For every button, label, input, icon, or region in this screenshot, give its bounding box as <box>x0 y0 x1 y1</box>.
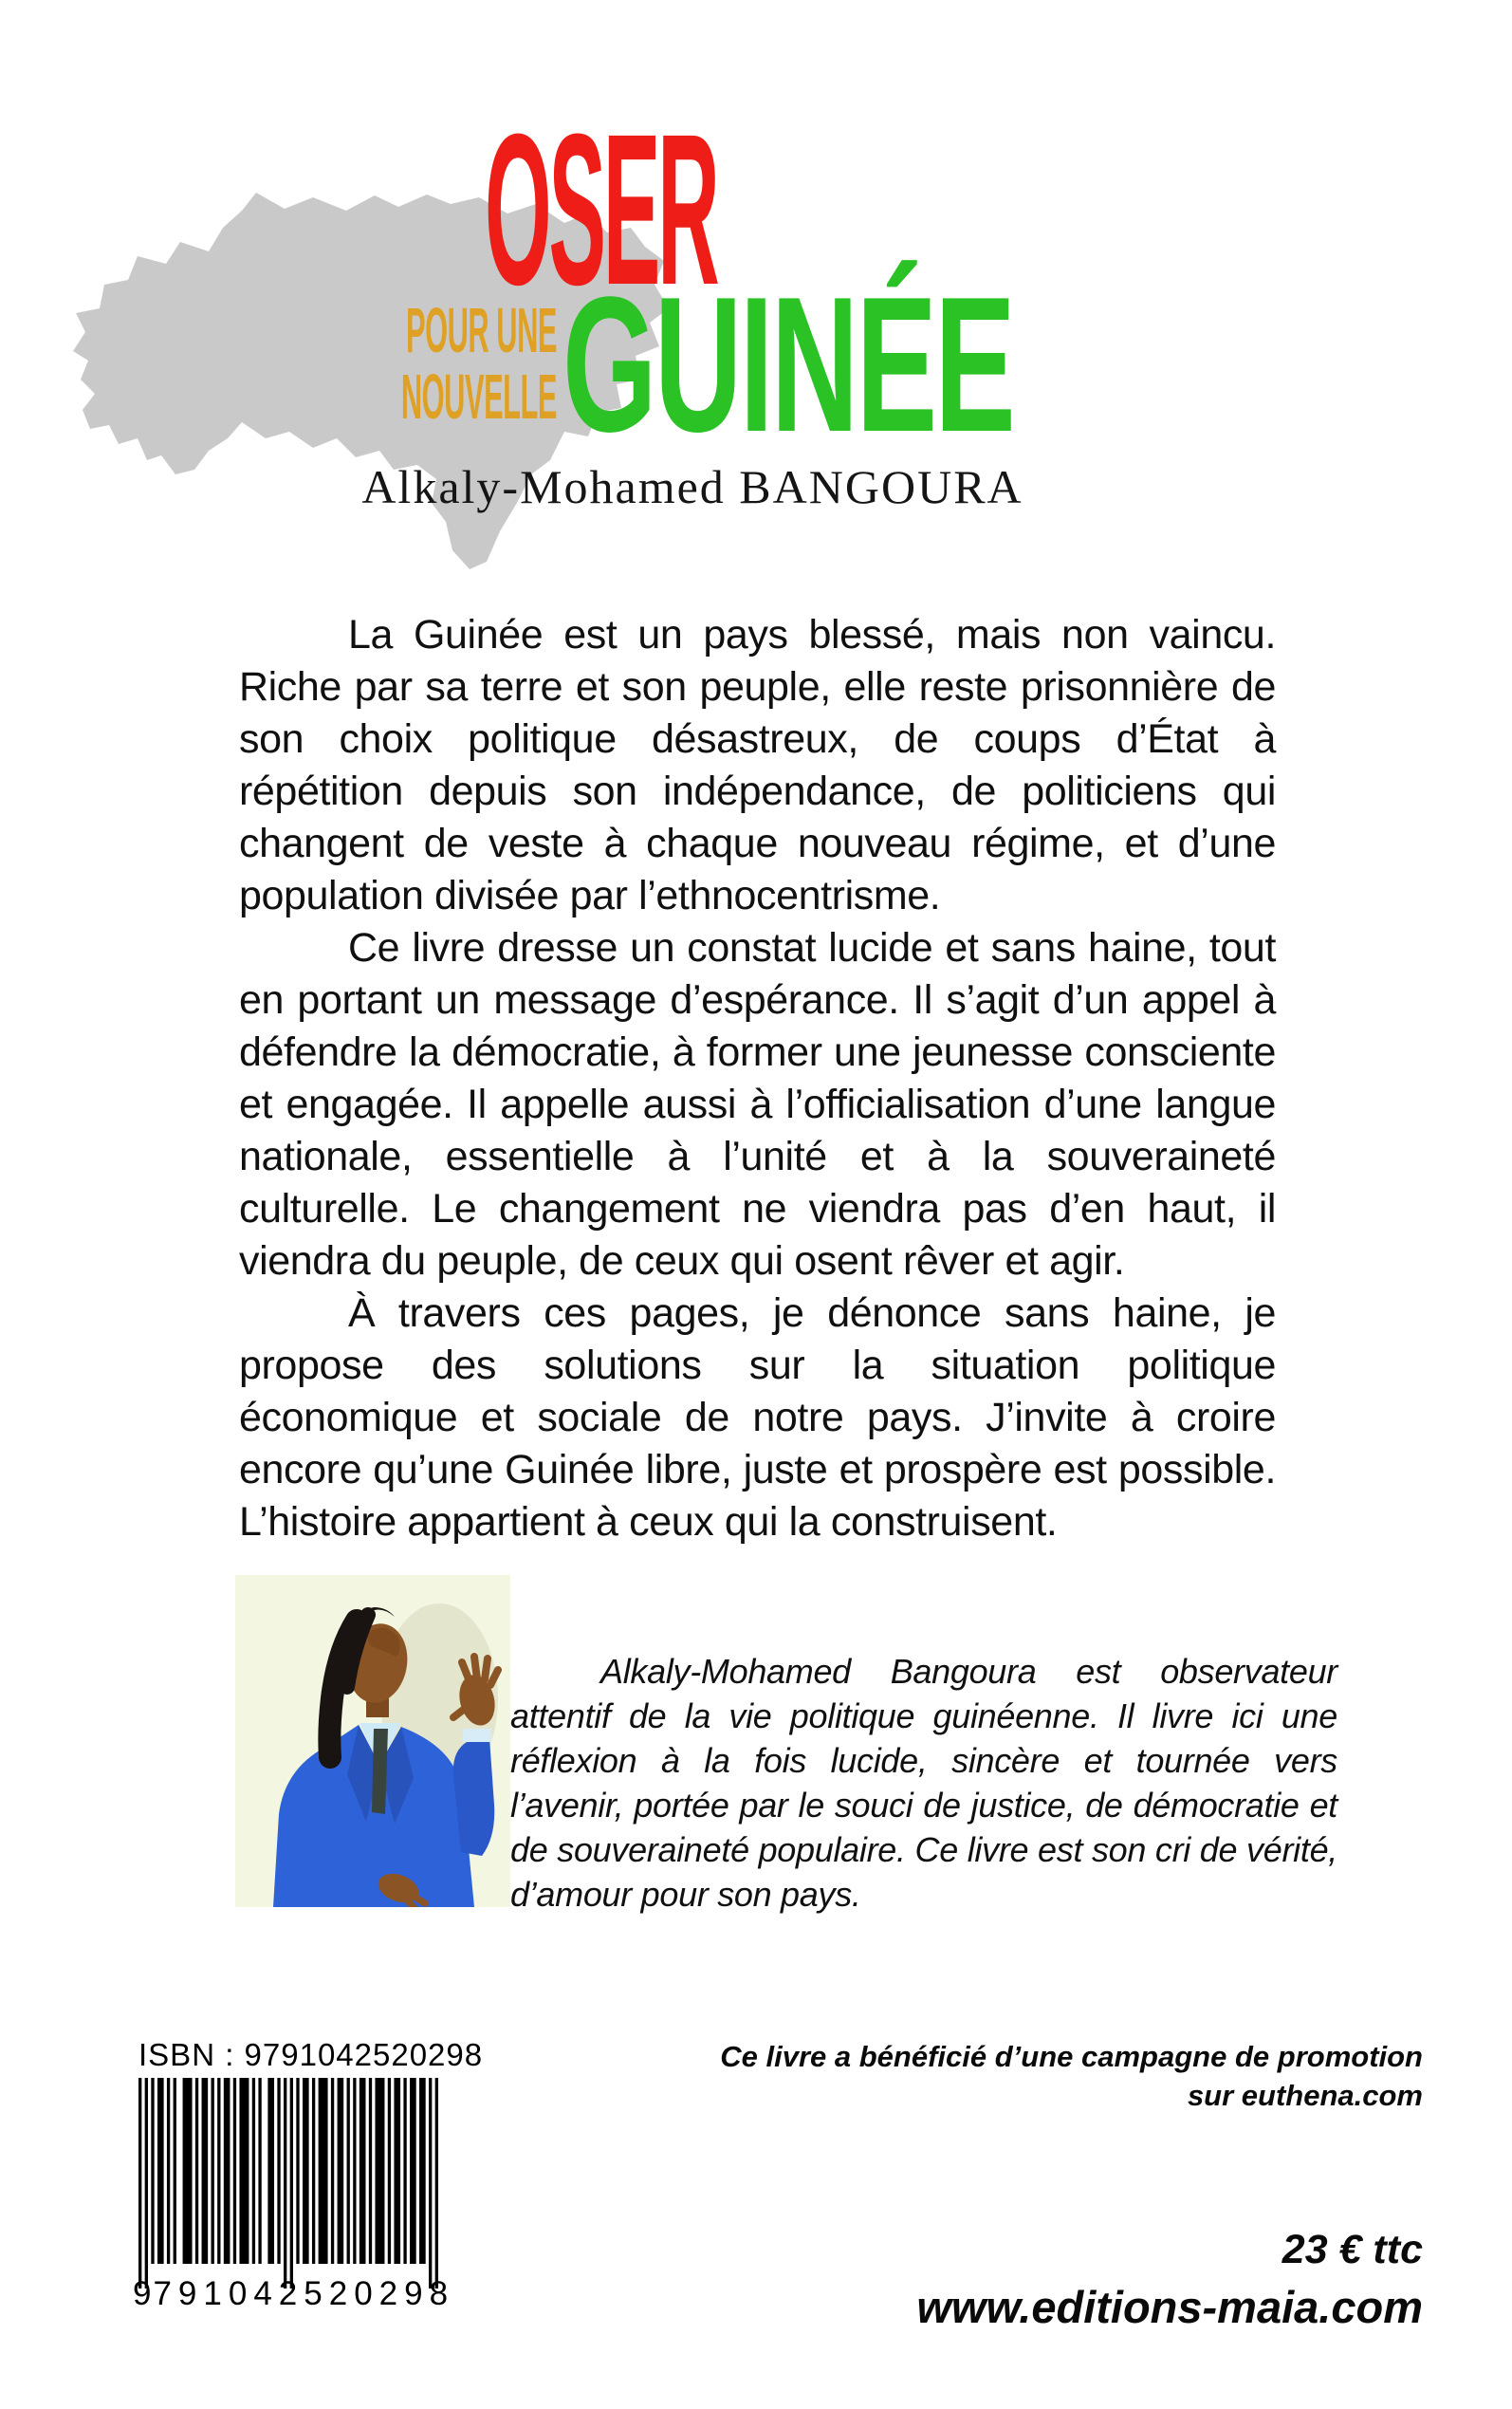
barcode-digit-lead: 9 <box>133 2275 154 2312</box>
synopsis-paragraph-2: Ce livre dresse un constat lucide et sans haine, tout en portant un message d’espérance. Il s’agit d’un appel à défendre la démocratie, à former une jeunesse consciente et engagée. Il appelle aussi à l’officialisation d’une langue nationale, essentielle à l’unité et à la souveraineté culturelle. Le changement ne viendra pas d’en haut, il viendra du peuple, de ceux qui osent rêver et agir. <box>239 925 1276 1284</box>
synopsis-paragraph-3: À travers ces pages, je dénonce sans haine, je propose des solutions sur la situation politique économique et sociale de notre pays. J’invite à croire encore qu’une Guinée libre, juste et prospère est possible. L’histoire appartient à ceux qui la construisent. <box>239 1290 1276 1545</box>
author-photo <box>235 1575 510 1907</box>
barcode-group-1: 791042 <box>153 2275 304 2312</box>
barcode <box>138 2078 438 2289</box>
promo-line-2: sur euthena.com <box>1187 2079 1423 2112</box>
title-oser: OSER <box>485 90 717 330</box>
synopsis-paragraph-1: La Guinée est un pays blessé, mais non vaincu. Riche par sa terre et son peuple, elle reste prisonnière de son choix politique désastreux, de coups d’État à répétition depuis son indépendance, de politiciens qui changent de veste à chaque nouveau régime, et d’une population divisée par l’ethnocentrisme. <box>239 612 1276 918</box>
author-name: Alkaly-Mohamed BANGOURA <box>361 460 1023 513</box>
title-subtitle <box>360 295 557 433</box>
barcode-group-2: 520298 <box>304 2275 455 2312</box>
price: 23 € ttc <box>1282 2227 1423 2272</box>
isbn-label: ISBN : 9791042520298 <box>138 2037 484 2072</box>
barcode-digits <box>133 2275 455 2313</box>
subtitle-line-1: POUR UNE <box>405 295 557 366</box>
promo-note <box>720 2037 1423 2115</box>
synopsis <box>239 609 1276 1548</box>
author-bio: Alkaly-Mohamed Bangoura est observateur attentif de la vie politique guinéenne. Il livre ici une réflexion à la fois lucide, sincère et tournée vers l’avenir, portée par le souci de justice, de démocratie et de souveraineté populaire. Ce livre est son cri de vérité, d’amour pour son pays. <box>510 1652 1337 1914</box>
promo-line-1: Ce livre a bénéficié d’une campagne de promotion <box>720 2040 1423 2073</box>
publisher-website: www.editions-maia.com <box>916 2282 1423 2332</box>
subtitle-line-2: NOUVELLE <box>400 361 557 433</box>
title-guinee: GUINÉE <box>562 257 1014 473</box>
